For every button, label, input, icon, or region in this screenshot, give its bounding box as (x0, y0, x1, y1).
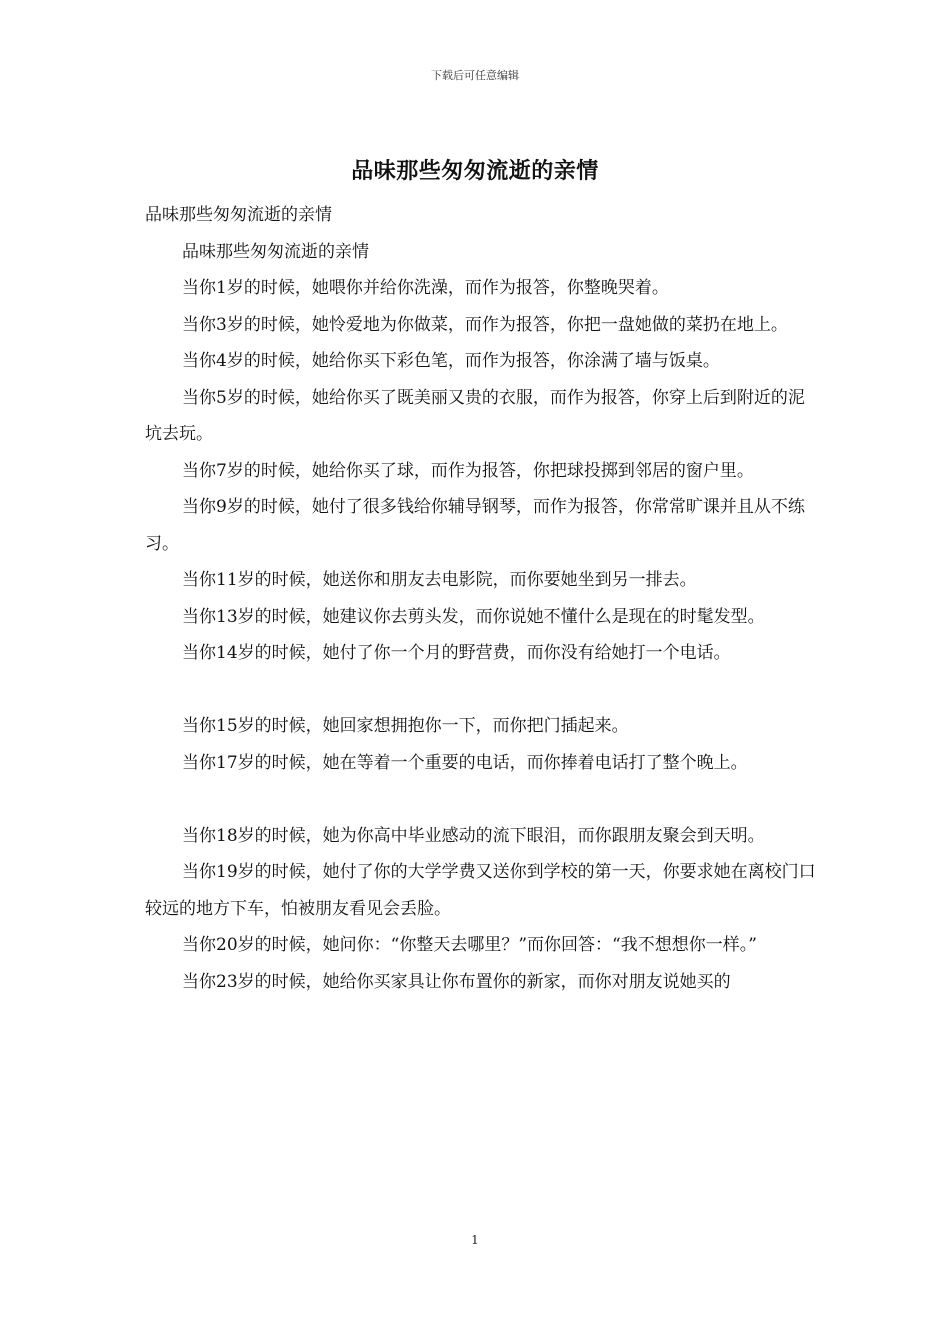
paragraph: 当你19岁的时候，她付了你的大学学费又送你到学校的第一天，你要求她在离校门口较远的地方下车，怕被朋友看见会丢脸。 (145, 862, 816, 919)
paragraph: 当你4岁的时候，她给你买下彩色笔，而作为报答，你涂满了墙与饭桌。 (182, 351, 720, 371)
paragraph: 当你14岁的时候，她付了你一个月的野营费，而你没有给她打一个电话。 (182, 643, 731, 663)
blank-line (145, 672, 817, 709)
paragraph: 当你13岁的时候，她建议你去剪头发，而你说她不懂什么是现在的时髦发型。 (182, 606, 765, 627)
page-header-note: 下载后可任意编辑 (431, 69, 519, 82)
paragraph: 当你5岁的时候，她给你买了既美丽又贵的衣服，而作为报答，你穿上后到附近的泥坑去玩。 (145, 387, 805, 444)
document-subtitle: 品味那些匆匆流逝的亲情 (145, 205, 332, 225)
paragraph: 当你9岁的时候，她付了很多钱给你辅导钢琴，而作为报答，你常常旷课并且从不练习。 (145, 497, 805, 554)
paragraph: 当你20岁的时候，她问你：“你整天去哪里？”而你回答：“我不想想你一样。” (182, 935, 757, 955)
paragraph: 当你15岁的时候，她回家想拥抱你一下，而你把门插起来。 (182, 716, 629, 736)
document-title: 品味那些匆匆流逝的亲情 (351, 158, 599, 184)
paragraph: 品味那些匆匆流逝的亲情 (182, 241, 369, 262)
paragraph: 当你23岁的时候，她给你买家具让你布置你的新家，而你对朋友说她买的 (182, 971, 731, 992)
paragraph: 当你18岁的时候，她为你高中毕业感动的流下眼泪，而你跟朋友聚会到天明。 (182, 825, 765, 846)
paragraph: 当你17岁的时候，她在等着一个重要的电话，而你捧着电话打了整个晚上。 (182, 752, 748, 773)
page-number: 1 (471, 1233, 479, 1247)
blank-line (145, 781, 817, 818)
paragraph: 当你11岁的时候，她送你和朋友去电影院，而你要她坐到另一排去。 (182, 570, 697, 590)
paragraph: 当你1岁的时候，她喂你并给你洗澡，而作为报答，你整晚哭着。 (182, 278, 669, 298)
paragraph: 当你7岁的时候，她给你买了球，而作为报答，你把球投掷到邻居的窗户里。 (182, 460, 754, 481)
document-body (145, 197, 817, 1000)
paragraph: 当你3岁的时候，她怜爱地为你做菜，而作为报答，你把一盘她做的菜扔在地上。 (182, 314, 788, 335)
